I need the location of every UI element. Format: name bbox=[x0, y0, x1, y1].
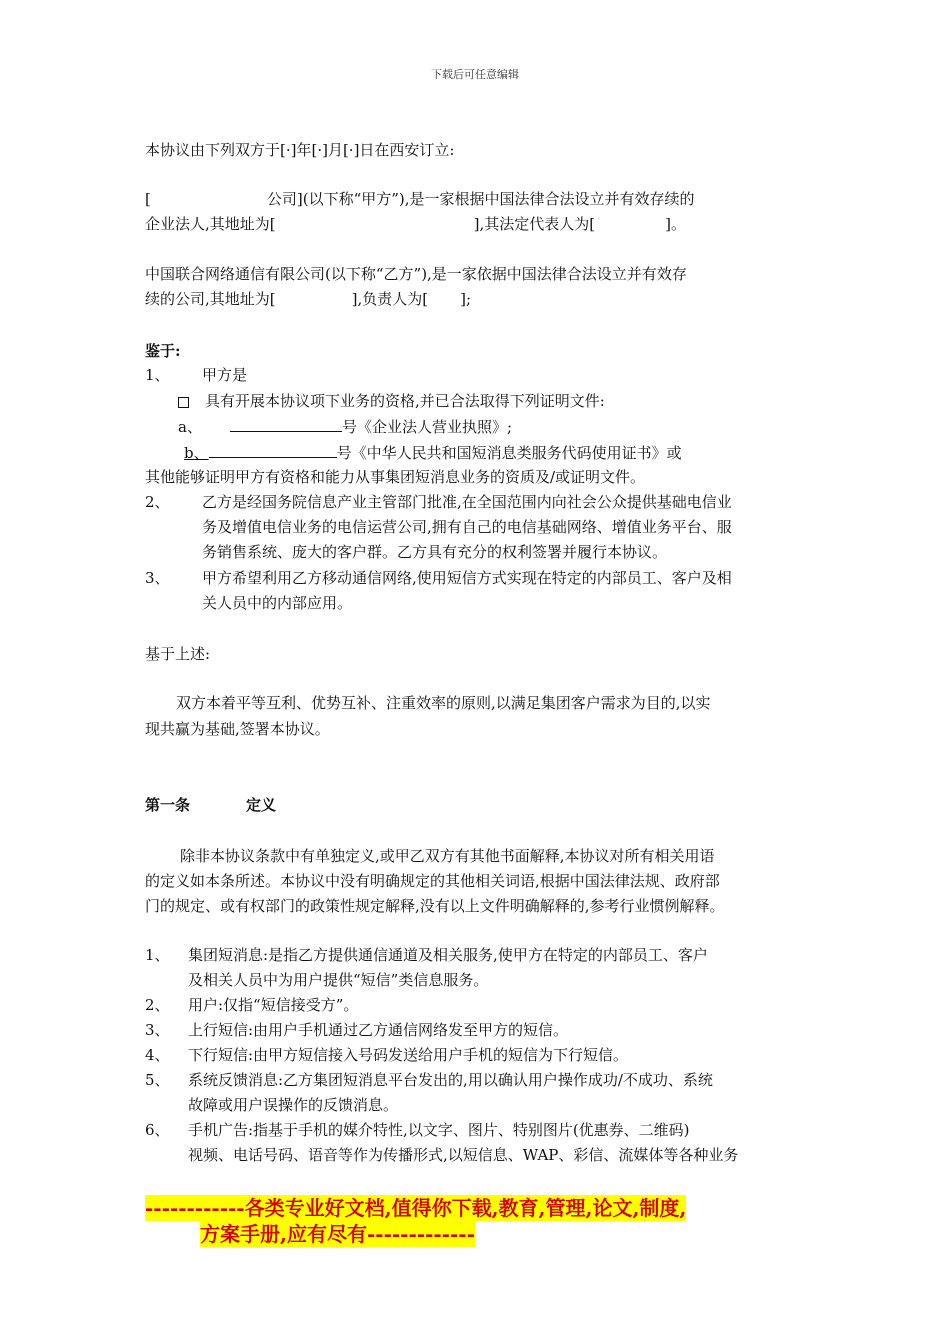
promo-banner-line-2: 方案手册,应有尽有------------- bbox=[200, 1222, 475, 1246]
def-4-num: 4、 bbox=[145, 1046, 170, 1064]
certificate-number-blank bbox=[209, 439, 337, 458]
article-1-para-line-3: 门的规定、或有权部门的政策性规定解释,没有以上文件明确解释的,参考行业惯例解释。 bbox=[145, 897, 725, 915]
party-b-line-end: ]; bbox=[460, 290, 472, 308]
article-1-title: 定义 bbox=[246, 796, 277, 814]
item-b-text: 号《中华人民共和国短消息类服务代码使用证书》或 bbox=[336, 444, 682, 462]
qualification-text: 具有开展本协议项下业务的资格,并已合法取得下列证明文件: bbox=[205, 392, 605, 410]
item-b-label: b、 bbox=[184, 444, 209, 462]
article-1-para-line-2: 的定义如本条所述。本协议中没有明确规定的其他相关词语,根据中国法律法规、政府部 bbox=[145, 872, 720, 890]
def-1-line-2: 及相关人员中为用户提供“短信”类信息服务。 bbox=[188, 971, 489, 989]
def-3-num: 3、 bbox=[145, 1021, 170, 1039]
party-b-address-label: 续的公司,其地址为[ bbox=[145, 290, 276, 308]
def-4-line-1: 下行短信:由甲方短信接入号码发送给用户手机的短信为下行短信。 bbox=[188, 1046, 629, 1064]
whereas-item-3-line-1: 甲方希望利用乙方移动通信网络,使用短信方式实现在特定的内部员工、客户及相 bbox=[202, 569, 732, 587]
def-3-line-1: 上行短信:由用户手机通过乙方通信网络发至甲方的短信。 bbox=[188, 1021, 569, 1039]
whereas-item-1-qualification bbox=[178, 388, 605, 414]
based-para-line-2: 现共赢为基础,签署本协议。 bbox=[145, 720, 330, 738]
whereas-item-2-line-2: 务及增值电信业务的电信运营公司,拥有自己的电信基础网络、增值业务平台、服 bbox=[202, 518, 732, 536]
checkbox-icon bbox=[178, 397, 189, 408]
page-header: 下载后可任意编辑 bbox=[431, 68, 519, 81]
party-b-line-1: 中国联合网络通信有限公司(以下称“乙方”),是一家依据中国法律合法设立并有效存 bbox=[145, 265, 687, 283]
whereas-item-3-num: 3、 bbox=[145, 569, 170, 587]
party-a-bracket: [ bbox=[145, 190, 151, 208]
date-line: 本协议由下列双方于[·]年[·]月[·]日在西安订立: bbox=[145, 141, 455, 159]
def-6-line-1: 手机广告:指基于手机的媒介特性,以文字、图片、特别图片(优惠券、二维码) bbox=[188, 1121, 690, 1139]
party-a-line-1 bbox=[145, 186, 695, 212]
party-a-address-label: 企业法人,其地址为[ bbox=[145, 215, 276, 233]
def-6-line-2: 视频、电话号码、语音等作为传播形式,以短信息、WAP、彩信、流媒体等各种业务 bbox=[188, 1146, 739, 1164]
article-1-para-line-1: 除非本协议条款中有单独定义,或甲乙双方有其他书面解释,本协议对所有相关用语 bbox=[180, 847, 715, 865]
whereas-item-1-text: 甲方是 bbox=[202, 366, 248, 384]
item-a-label: a、 bbox=[178, 418, 202, 436]
whereas-item-1-other: 其他能够证明甲方有资格和能力从事集团短消息业务的资质及/或证明文件。 bbox=[145, 468, 646, 486]
party-a-line-2 bbox=[145, 211, 686, 237]
party-a-rep-label: ],其法定代表人为[ bbox=[473, 215, 596, 233]
party-b-head-label: ],负责人为[ bbox=[351, 290, 429, 308]
whereas-heading: 鉴于: bbox=[145, 342, 181, 360]
def-5-num: 5、 bbox=[145, 1071, 170, 1089]
def-1-num: 1、 bbox=[145, 946, 170, 964]
license-number-blank bbox=[230, 413, 342, 432]
party-b-line-2 bbox=[145, 286, 471, 312]
whereas-item-1-b bbox=[184, 439, 682, 466]
based-heading: 基于上述: bbox=[145, 645, 211, 663]
def-2-num: 2、 bbox=[145, 996, 170, 1014]
article-1-number: 第一条 bbox=[145, 796, 191, 814]
whereas-item-2-num: 2、 bbox=[145, 493, 170, 511]
promo-banner-line-1: ------------各类专业好文档,值得你下载,教育,管理,论文,制度, bbox=[145, 1196, 687, 1220]
def-5-line-2: 故障或用户误操作的反馈消息。 bbox=[188, 1096, 399, 1114]
def-5-line-1: 系统反馈消息:乙方集团短消息平台发出的,用以确认用户操作成功/不成功、系统 bbox=[188, 1071, 713, 1089]
party-a-desc: 公司](以下称“甲方”),是一家根据中国法律合法设立并有效存续的 bbox=[266, 190, 695, 208]
whereas-item-3-line-2: 关人员中的内部应用。 bbox=[202, 594, 353, 612]
def-1-line-1: 集团短消息:是指乙方提供通信通道及相关服务,使甲方在特定的内部员工、客户 bbox=[188, 946, 708, 964]
whereas-item-1-num: 1、 bbox=[145, 366, 170, 384]
def-2-line-1: 用户:仅指“短信接受方”。 bbox=[188, 996, 359, 1014]
def-6-num: 6、 bbox=[145, 1121, 170, 1139]
based-para-line-1: 双方本着平等互利、优势互补、注重效率的原则,以满足集团客户需求为目的,以实 bbox=[176, 694, 711, 712]
item-a-text: 号《企业法人营业执照》; bbox=[341, 418, 513, 436]
whereas-item-2-line-1: 乙方是经国务院信息产业主管部门批准,在全国范围内向社会公众提供基础电信业 bbox=[202, 493, 732, 511]
whereas-item-1-a bbox=[178, 413, 512, 440]
whereas-item-2-line-3: 务销售系统、庞大的客户群。乙方具有充分的权利签署并履行本协议。 bbox=[202, 543, 668, 561]
party-a-line-end: ]。 bbox=[665, 215, 686, 233]
